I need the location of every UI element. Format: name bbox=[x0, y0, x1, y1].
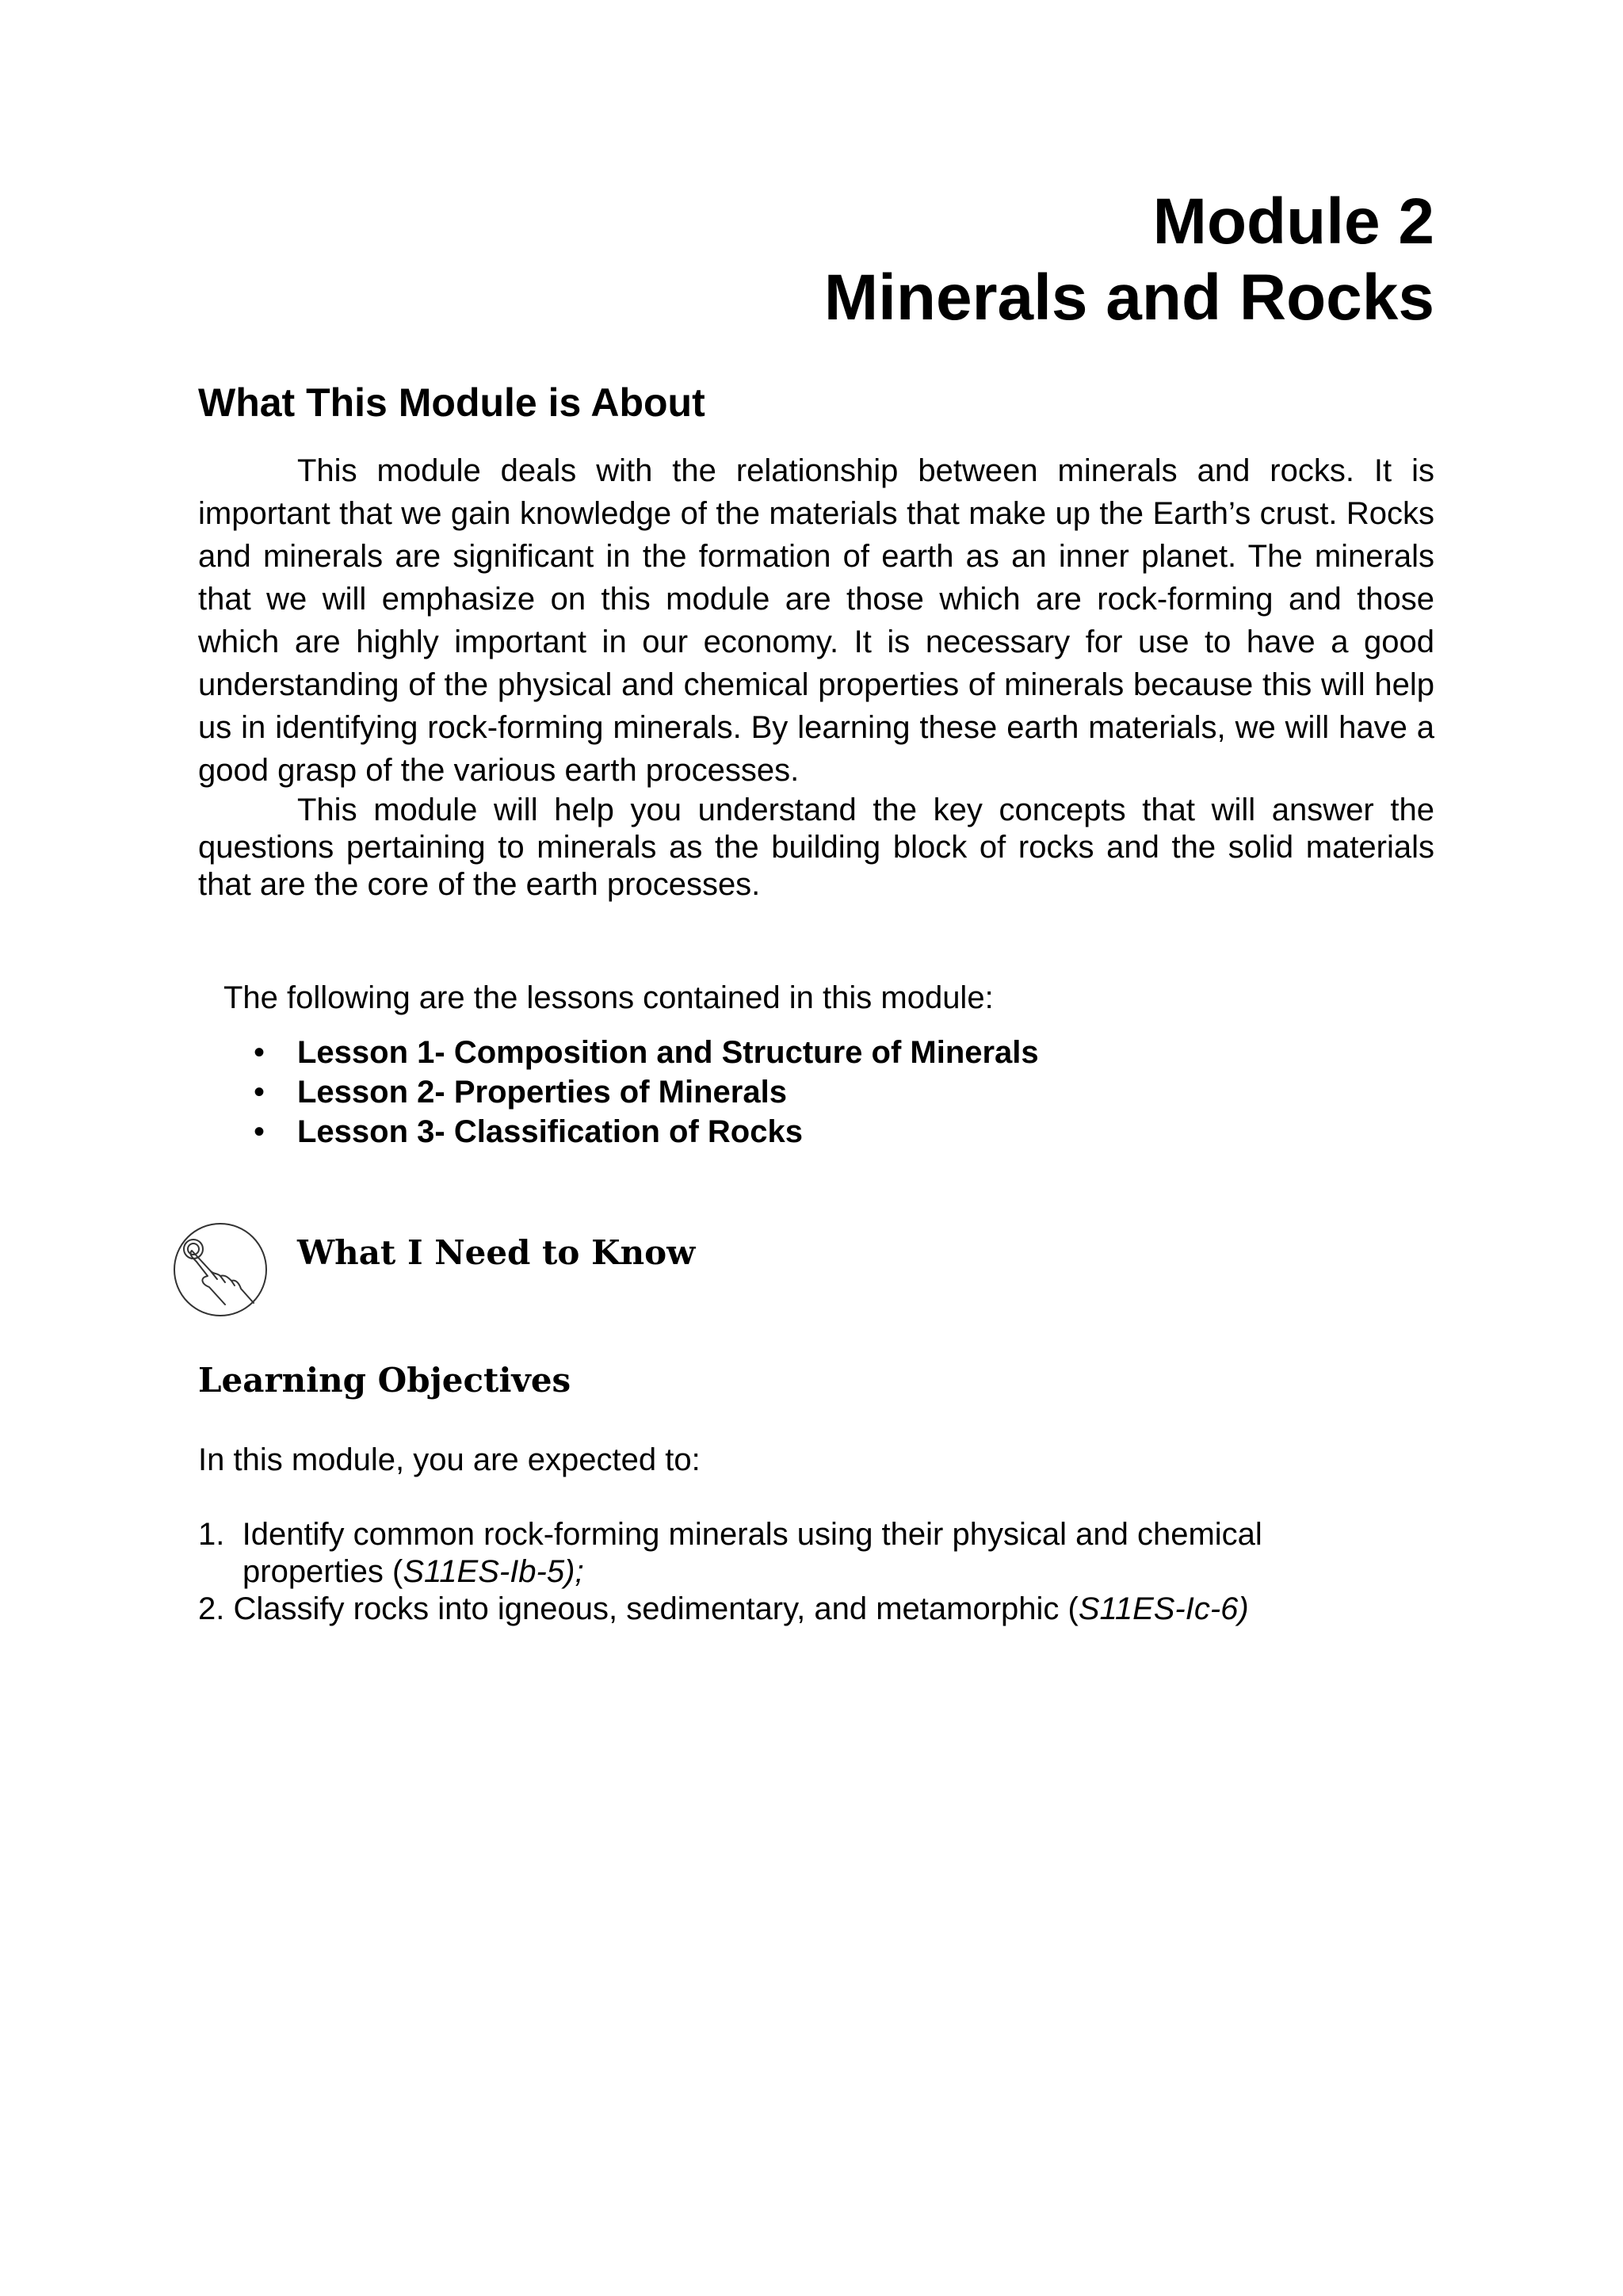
lesson-label: Lesson 2- Properties of Minerals bbox=[297, 1075, 787, 1110]
need-to-know-heading: What I Need to Know bbox=[297, 1233, 696, 1272]
list-item bbox=[198, 1591, 1434, 1628]
learning-objectives-heading: Learning Objectives bbox=[198, 1361, 571, 1400]
bullet-icon: • bbox=[254, 1075, 265, 1110]
objectives-list bbox=[198, 1516, 1434, 1628]
lessons-intro: The following are the lessons contained in this module: bbox=[223, 980, 994, 1015]
about-body bbox=[198, 449, 1434, 904]
competency-code: S11ES-Ic-6) bbox=[1078, 1591, 1249, 1626]
objective-text: Identify common rock-forming minerals using their physical and chemical bbox=[242, 1517, 1262, 1552]
objective-number: 2. bbox=[198, 1591, 225, 1626]
bullet-icon: • bbox=[254, 1035, 265, 1070]
list-item bbox=[198, 1516, 1434, 1591]
module-name: Minerals and Rocks bbox=[823, 262, 1434, 334]
list-item bbox=[198, 1072, 1039, 1112]
objective-text: Classify rocks into igneous, sedimentary, and metamorphic ( bbox=[233, 1591, 1079, 1626]
competency-code: S11ES-Ib-5); bbox=[403, 1554, 584, 1589]
pointing-hand-icon bbox=[165, 1221, 276, 1320]
list-item bbox=[198, 1033, 1039, 1072]
objective-text-prefix: properties ( bbox=[242, 1554, 403, 1589]
objectives-intro: In this module, you are expected to: bbox=[198, 1442, 701, 1477]
bullet-icon: • bbox=[254, 1114, 265, 1149]
about-heading: What This Module is About bbox=[198, 380, 705, 425]
objective-number: 1. bbox=[198, 1517, 225, 1552]
module-number: Module 2 bbox=[1152, 185, 1434, 258]
list-item bbox=[198, 1112, 1039, 1152]
about-paragraph-1: This module deals with the relationship between minerals and rocks. It is important that we gain knowledge of the materials that make up the Earth’s crust. Rocks and minerals are significant in the formation of earth as an inner planet. The minerals that we will emphasize on this module are those which are rock-forming and those which are highly important in our economy. It is necessary for use to have a good understanding of the physical and chemical properties of minerals because this will help us in identifying rock-forming minerals. By learning these earth materials, we will have a good grasp of the various earth processes. bbox=[198, 453, 1434, 788]
module-title bbox=[824, 184, 1434, 336]
lesson-label: Lesson 3- Classification of Rocks bbox=[297, 1114, 803, 1149]
objective-text-continued bbox=[198, 1553, 1434, 1591]
about-paragraph-2: This module will help you understand the key concepts that will answer the questions pertaining to minerals as the building block of rocks and the solid materials that are the core of the earth processes. bbox=[198, 793, 1434, 902]
lesson-label: Lesson 1- Composition and Structure of Minerals bbox=[297, 1035, 1039, 1070]
lesson-list bbox=[198, 1033, 1039, 1152]
